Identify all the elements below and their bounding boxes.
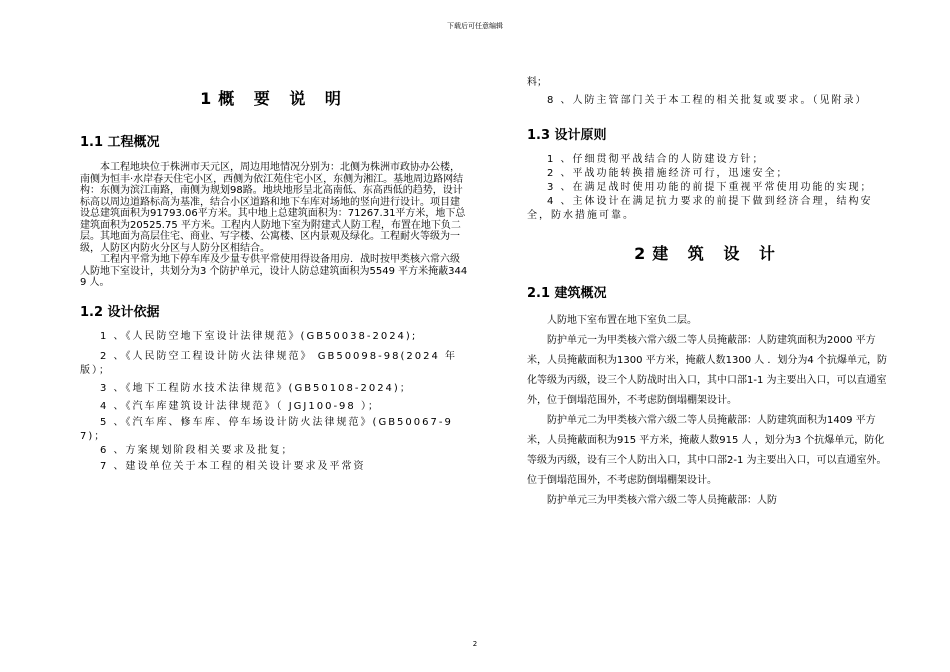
building-overview-body: [527, 311, 889, 511]
chapter-1-title: 1概 要 说 明: [200, 89, 348, 108]
section-1-3-title: 1.3 设计原则: [527, 128, 607, 143]
body-paragraph: 防护单元二为甲类核六常六级二等人员掩蔽部：人防建筑面积为1409 平方米，人员掩蔽面积为915 平方米，掩蔽人数915 人 ，划分为3 个抗爆单元，防化等级为丙级，设有三个人防出入口，其中口部2-1 为主要出入口，可以直通室外。位于倒塌范围外，不考虑防倒塌棚架设计。: [527, 415, 887, 486]
list-item: 7 、建设单位关于本工程的相关设计要求及平常资: [100, 460, 366, 472]
right-column: [527, 76, 889, 511]
body-paragraph: 防护单元一为甲类核六常六级二等人员掩蔽部：人防建筑面积为2000 平方米，人员掩蔽面积为1300 平方米，掩蔽人数1300 人 ．划分为4 个抗爆单元，防化等级为丙级，设三个人防战时出入口，其中口部1-1 为主要出入口，可以直通室外，位于倒塌范围外，不考虑防倒塌棚架设计。: [527, 335, 887, 406]
list-item: 5 、《汽车库、修车库、停车场设计防火法律规范》(GB50067-97)；: [80, 416, 453, 442]
list-continuation: 料；: [527, 77, 547, 88]
list-item: 2 、《人民防空工程设计防火法律规范》 GB50098-98(2024 年版）；: [80, 350, 458, 376]
list-item: 4 、主体设计在满足抗力要求的前提下做到经济合理，结构安全，防水措施可靠。: [527, 196, 873, 221]
list-item: 1 、仔细贯彻平战结合的人防建设方针；: [547, 154, 765, 165]
list-item: 2 、平战功能转换措施经济可行，迅速安全；: [547, 168, 789, 179]
design-principles-list: [527, 153, 889, 223]
list-item: 1 、《人民防空地下室设计法律规范》(GB50038-2024);: [100, 330, 418, 342]
list-item: 3 、《地下工程防水技术法律规范》(GB50108-2024)；: [100, 382, 412, 394]
left-column: [80, 86, 468, 474]
body-paragraph: 人防地下室布置在地下室负二层。: [547, 315, 697, 326]
design-basis-list: [80, 330, 468, 474]
list-item: 8 、人防主管部门关于本工程的相关批复或要求。（见附录）: [547, 95, 868, 106]
section-1-1-paragraph-2: 工程内平常为地下停车库及少量专供平常使用得设备用房．战时按甲类核六常六级人防地下室设计，共划分为3 个防护单元，设计人防总建筑面积为5549 平方米掩蔽3449 人。: [80, 254, 468, 288]
section-2-1-title: 2.1 建筑概况: [527, 286, 607, 301]
list-item: 3 、在满足战时使用功能的前提下重视平常使用功能的实现；: [547, 182, 873, 193]
body-paragraph: 防护单元三为甲类核六常六级二等人员掩蔽部：人防: [547, 495, 777, 506]
list-item: 4 、《汽车库建筑设计法律规范》（ JGJ100-98 ）；: [100, 400, 380, 412]
chapter-2-title: 2建 筑 设 计: [634, 244, 782, 263]
section-1-1-title: 1.1 工程概况: [80, 135, 160, 150]
section-1-2-title: 1.2 设计依据: [80, 304, 160, 320]
list-item: 6 、方案规划阶段相关要求及批复；: [100, 444, 294, 456]
section-1-1-paragraph-1: 本工程地块位于株洲市天元区，周边用地情况分别为：北侧为株洲市政协办公楼，南侧为恒丰·水岸春天住宅小区，西侧为依江苑住宅小区，东侧为湘江。基地周边路网结构：东侧为滨江南路，南侧为规划98路。地块地形呈北高南低、东高西低的趋势，设计标高以周边道路标高为基准，结合小区道路和地下车库对场地的竖向进行设计。项目建设总建筑面积为91793.06平方米。其中地上总建筑面积为：71267.31平方米，地下总建筑面积为20525.75 平方米。工程内人防地下室为附建式人防工程，布置在地下负二层。其地面为高层住宅、商业、写字楼、公寓楼、区内景观及绿化。工程耐火等级为一级，人防区内防火分区与人防分区相结合。: [80, 162, 466, 254]
page-header: 下载后可任意编辑: [447, 22, 503, 30]
page-number: 2: [472, 640, 478, 648]
